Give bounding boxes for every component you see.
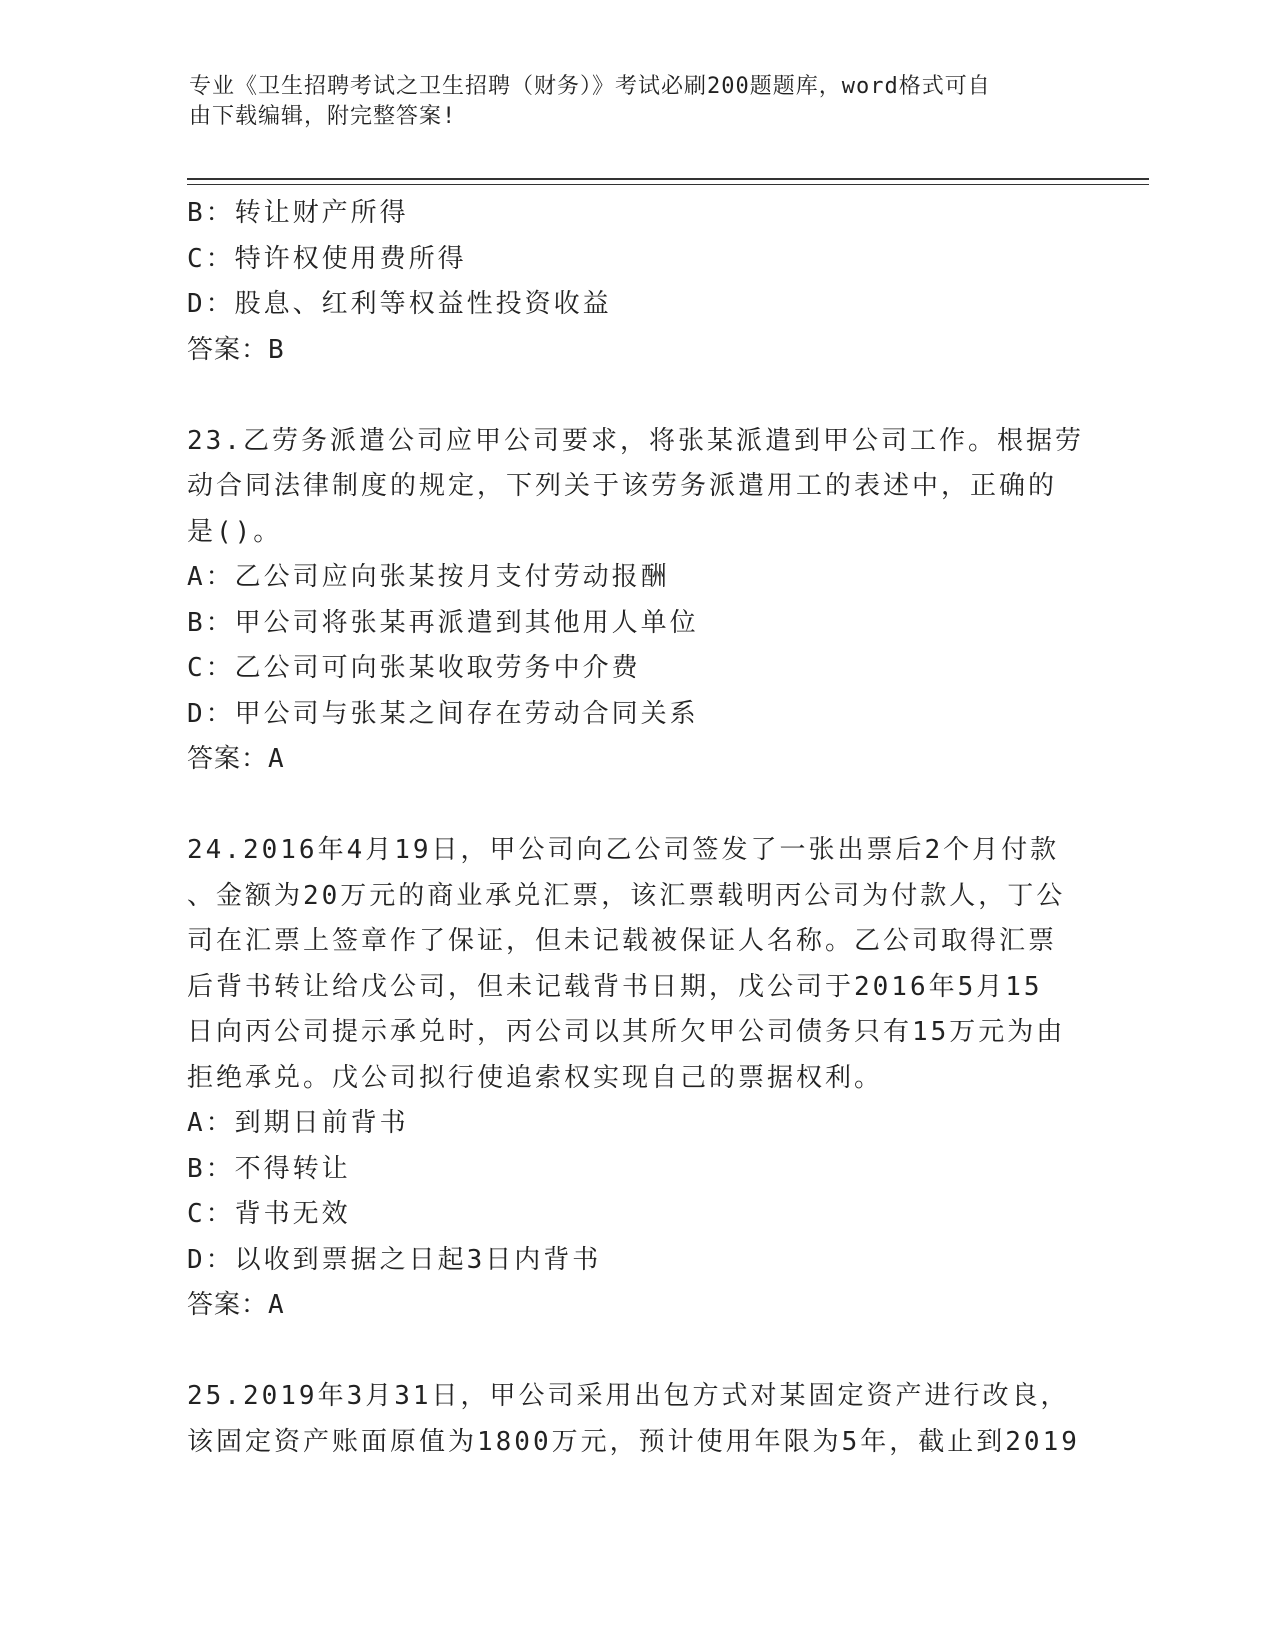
- question-stem-line: 是()。: [187, 516, 283, 547]
- question-stem-line: 24.2016年4月19日，甲公司向乙公司签发了一张出票后2个月付款: [187, 835, 1060, 865]
- header-line-1: 专业《卫生招聘考试之卫生招聘（财务）》考试必刷200题题库，word格式可自: [189, 74, 991, 99]
- spacer: [187, 1329, 1087, 1375]
- option-d: D：以收到票据之日起3日内背书: [187, 1244, 602, 1275]
- header-rule-thick: [187, 178, 1149, 180]
- question-22: [187, 191, 1087, 373]
- option-b: B：甲公司将张某再派遣到其他用人单位: [187, 607, 699, 638]
- answer: 答案：A: [187, 744, 285, 774]
- question-stem-line: 日向丙公司提示承兑时，丙公司以其所欠甲公司债务只有15万元为由: [187, 1017, 1066, 1047]
- spacer: [187, 373, 1087, 419]
- option-a: A：到期日前背书: [187, 1108, 409, 1138]
- question-stem-line: 拒绝承兑。戊公司拟行使追索权实现自己的票据权利。: [187, 1062, 884, 1093]
- answer: 答案：B: [187, 334, 285, 365]
- answer: 答案：A: [187, 1290, 285, 1320]
- spacer: [187, 783, 1087, 829]
- option-b: B：不得转让: [187, 1153, 351, 1184]
- option-b: B：转让财产所得: [187, 198, 409, 228]
- document-header: [189, 72, 1069, 132]
- question-stem-line: 司在汇票上签章作了保证，但未记载被保证人名称。乙公司取得汇票: [187, 926, 1058, 956]
- question-stem-line: 该固定资产账面原值为1800万元，预计使用年限为5年，截止到2019: [187, 1426, 1080, 1457]
- question-stem-line: 、金额为20万元的商业承兑汇票，该汇票载明丙公司为付款人，丁公: [187, 880, 1066, 911]
- question-content: [187, 191, 1087, 1465]
- question-stem-line: 后背书转让给戊公司，但未记载背书日期，戊公司于2016年5月15: [187, 971, 1043, 1002]
- option-c: C：乙公司可向张某收取劳务中介费: [187, 653, 641, 683]
- option-a: A：乙公司应向张某按月支付劳动报酬: [187, 562, 670, 592]
- option-c: C：背书无效: [187, 1199, 351, 1229]
- question-stem-line: 25.2019年3月31日，甲公司采用出包方式对某固定资产进行改良，: [187, 1381, 1070, 1411]
- header-rule-thin: [187, 184, 1149, 185]
- question-25: [187, 1374, 1087, 1465]
- option-c: C：特许权使用费所得: [187, 243, 467, 274]
- header-line-2: 由下载编辑，附完整答案!: [189, 104, 457, 129]
- question-stem-line: 动合同法律制度的规定，下列关于该劳务派遣用工的表述中，正确的: [187, 471, 1058, 501]
- option-d: D：股息、红利等权益性投资收益: [187, 289, 612, 319]
- question-23: [187, 419, 1087, 783]
- option-d: D：甲公司与张某之间存在劳动合同关系: [187, 698, 699, 729]
- question-24: [187, 828, 1087, 1329]
- question-stem-line: 23.乙劳务派遣公司应甲公司要求，将张某派遣到甲公司工作。根据劳: [187, 425, 1084, 456]
